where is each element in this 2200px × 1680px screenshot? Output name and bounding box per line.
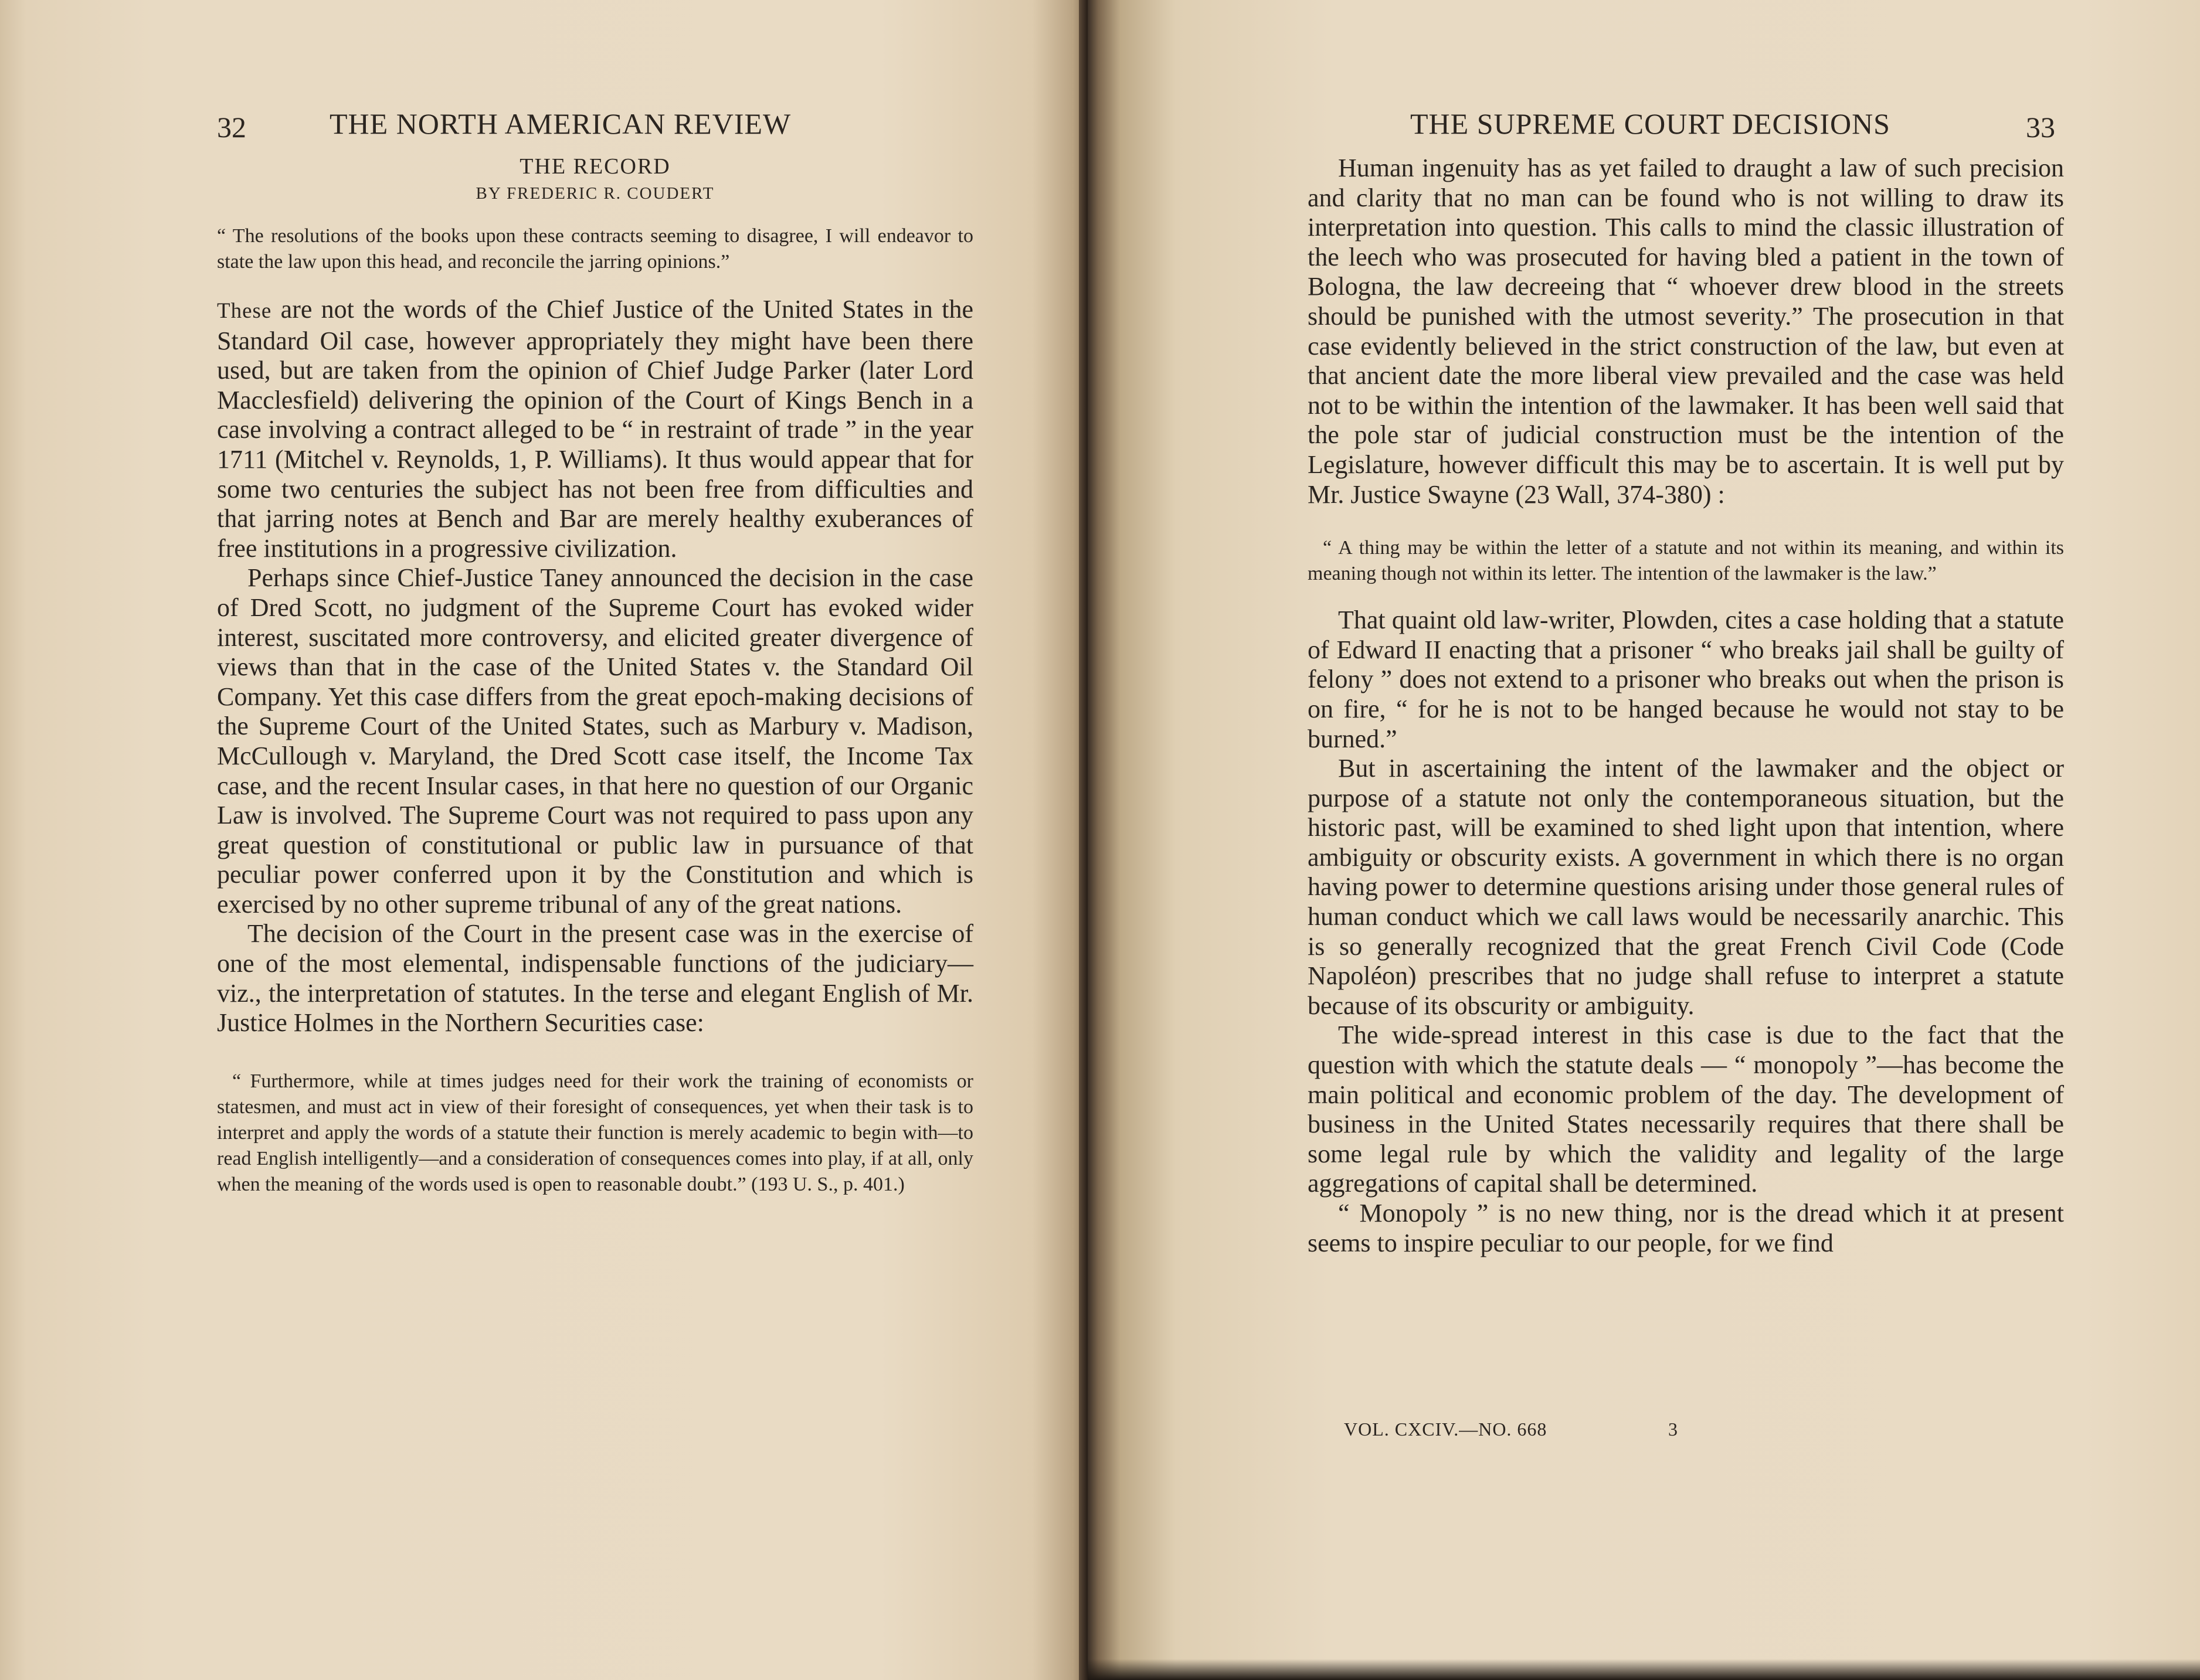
running-head: THE NORTH AMERICAN REVIEW [330,107,792,140]
paragraph: The wide-spread interest in this case is due to the fact that the question with which the statute deals — “ monopoly ”—has become the main political and economic problem of the day. The development of business in the United States necessarily requires that there shall be some legal rule by which the validity and legality of the large aggregations of capital shall be determined. [1308,1021,2064,1198]
epigraph: “ The resolutions of the books upon these contracts seeming to disagree, I will endeavor to state the law upon this head, and reconcile the jarring opinions.” [217,225,973,273]
page-number: 32 [217,111,246,144]
article-title: THE RECORD [520,154,671,179]
left-text-column [217,154,973,1215]
left-page [0,0,1088,1680]
paragraph: “ Monopoly ” is no new thing, nor is the dread which it at present seems to inspire peculiar to our people, for we find [1308,1199,2064,1257]
signature-mark: 3 [1668,1419,1678,1440]
paragraph: That quaint old law-writer, Plowden, cites a case holding that a statute of Edward II enacting that a prisoner “ who breaks jail shall be guilty of felony ” does not extend to a prisoner who breaks out when the prison is on fire, “ for he is not to be hanged because he would not stay to be burned.” [1308,606,2064,753]
page-number: 33 [2026,111,2055,144]
paragraph: But in ascertaining the intent of the lawmaker and the object or purpose of a statute not only the contemporaneous situation, but the historic past, will be examined to shed light upon that intention, where ambiguity or obscurity exists. A government in which there is no organ having power to determine questions arising under those general rules of human conduct which we call laws would be necessarily anarchic. This is so generally recognized that the great French Civil Code (Code Napoléon) prescribes that no judge shall refuse to interpret a statute because of its obscurity or ambiguity. [1308,754,2064,1020]
paragraph: Perhaps since Chief-Justice Taney announced the decision in the case of Dred Scott, no judgment of the Supreme Court has evoked wider interest, suscitated more controversy, and elicited greater divergence of views than that in the case of the United States v. the Standard Oil Company. Yet this case differs from the great epoch-making decisions of the Supreme Court of the United States, such as Marbury v. Madison, McCullough v. Maryland, the Dred Scott case itself, the Income Tax case, and the recent Insular cases, in that here no question of our Organic Law is involved. The Supreme Court was not required to pass upon any great question of constitutional or public law in pursuance of that peculiar power conferred upon it by the Constitution and which is exercised by no other supreme tribunal of any of the great nations. [217,563,973,919]
paragraph: The decision of the Court in the present case was in the exercise of one of the most elemental, indispensable functions of the judiciary—viz., the interpretation of statutes. In the terse and elegant English of Mr. Justice Holmes in the Northern Securities case: [217,919,973,1038]
volume-footer: VOL. CXCIV.—NO. 668 [1344,1419,1547,1440]
byline: BY FREDERIC R. COUDERT [476,184,715,203]
drop-lead-word: These [217,299,272,323]
paragraph-text: are not the words of the Chief Justice of the United States in the Standard Oil case, however appropriately they might have been there used, but are taken from the opinion of Chief Judge Parker (later Lord Macclesfield) delivering the opinion of the Court of Kings Bench in a case involving a contract alleged to be “ in restraint of trade ” in the year 1711 (Mitchel v. Reynolds, 1, P. Williams). It thus would appear that for some two centuries the subject has not been free from difficulties and that jarring notes at Bench and Bar are merely healthy exuberances of free institutions in a progressive civilization. [217,295,973,563]
block-quote: “ A thing may be within the letter of a statute and not within its meaning, and within its meaning though not within its letter. The intention of the lawmaker is the law.” [1308,537,2064,585]
right-page [1088,0,2200,1680]
running-head: THE SUPREME COURT DECISIONS [1410,107,1890,140]
paragraph [217,295,973,563]
paragraph: Human ingenuity has as yet failed to draught a law of such precision and clarity that no man can be found who is not willing to draw its interpretation into question. This calls to mind the classic illustration of the leech who was prosecuted for having bled a patient in the town of Bologna, the law decreeing that “ whoever drew blood in the streets should be punished with the utmost severity.” The prosecution in that case evidently believed in the strict construction of the law, but even at that ancient date the more liberal view prevailed and the case was held not to be within the intention of the lawmaker. It has been well said that the pole star of judicial construction must be the intention of the Legislature, however difficult this may be to ascertain. It is well put by Mr. Justice Swayne (23 Wall, 374-380) : [1308,154,2064,509]
page-edge-shadow [1088,1659,2200,1680]
block-quote: “ Furthermore, while at times judges need for their work the training of economists or statesmen, and must act in view of their foresight of consequences, yet when their task is to interpret and apply the words of a statute their function is merely academic to begin with—to read English intelligently—and a consideration of consequences comes into play, if at all, only when the meaning of the words used is open to reasonable doubt.” (193 U. S., p. 401.) [217,1070,973,1195]
right-text-column [1308,154,2064,1258]
